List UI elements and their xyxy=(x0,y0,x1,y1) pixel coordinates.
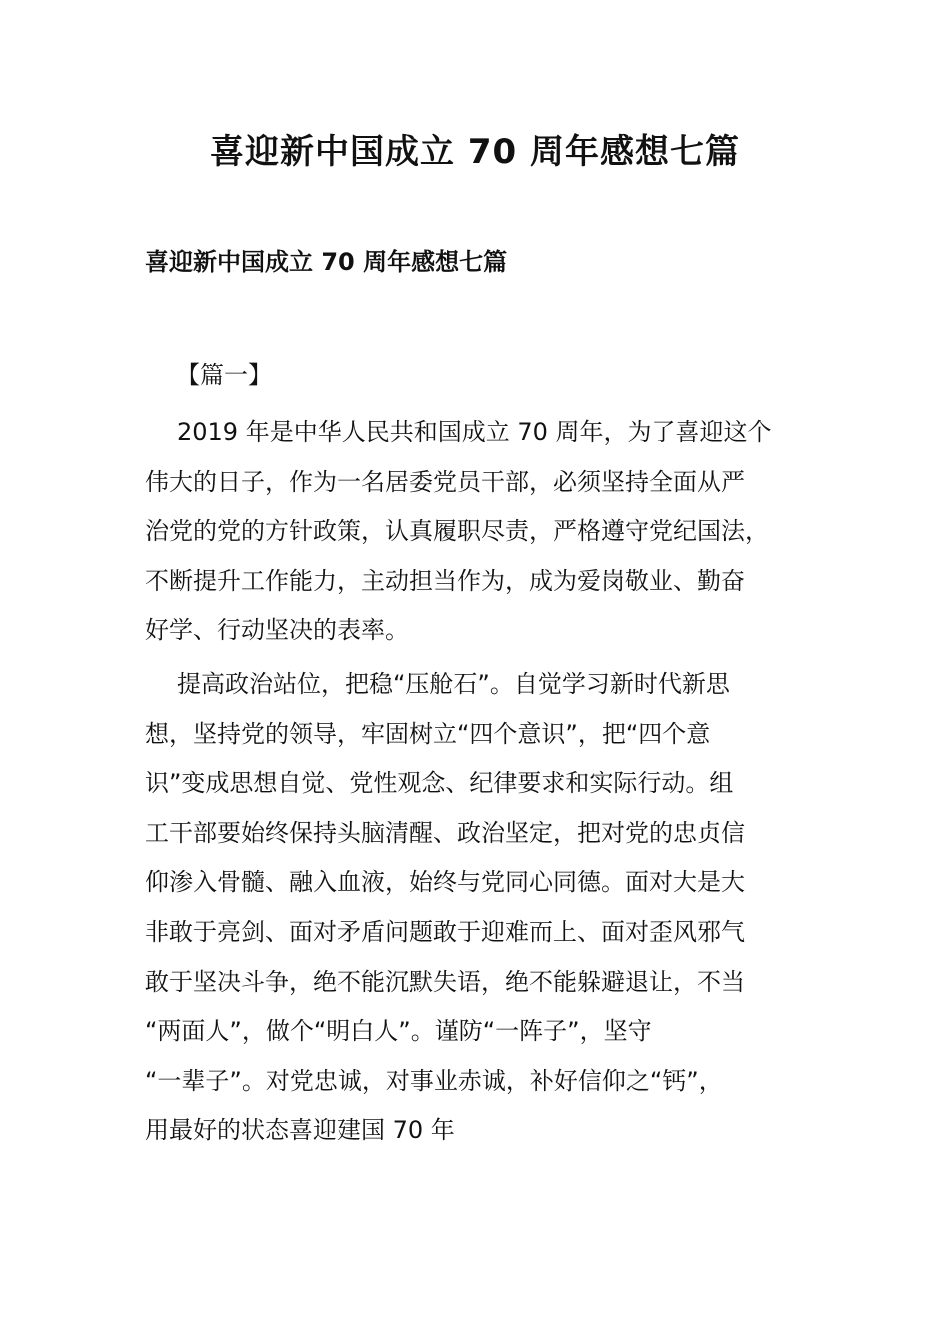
paragraph-line: 非敢于亮剑、面对矛盾问题敢于迎难而上、面对歪风邪气 xyxy=(145,917,745,946)
paragraph-line: 仰渗入骨髓、融入血液，始终与党同心同德。面对大是大 xyxy=(145,868,745,897)
paragraph-line: 伟大的日子，作为一名居委党员干部，必须坚持全面从严 xyxy=(145,467,745,496)
paragraph-line: 识”变成思想自觉、党性观念、纪律要求和实际行动。组 xyxy=(145,769,734,798)
paragraph-1 xyxy=(145,408,805,656)
paragraph-line: 不断提升工作能力，主动担当作为，成为爱岗敬业、勤奋 xyxy=(145,566,745,595)
paragraph-line: 想，坚持党的领导，牢固树立“四个意识”，把“四个意 xyxy=(145,719,711,748)
paragraph-2 xyxy=(145,660,805,1156)
paragraph-line: 敢于坚决斗争，绝不能沉默失语，绝不能躲避退让，不当 xyxy=(145,967,745,996)
document-title: 喜迎新中国成立 70 周年感想七篇 xyxy=(210,132,740,172)
paragraph-line: 治党的党的方针政策，认真履职尽责，严格遵守党纪国法， xyxy=(145,517,769,546)
paragraph-line: 用最好的状态喜迎建国 70 年 xyxy=(145,1116,455,1145)
paragraph-line: “两面人”，做个“明白人”。谨防“一阵子”，坚守 xyxy=(145,1017,652,1046)
document-subtitle: 喜迎新中国成立 70 周年感想七篇 xyxy=(145,248,508,276)
section-label: 【篇一】 xyxy=(176,361,272,389)
paragraph-line: 提高政治站位，把稳“压舱石”。自觉学习新时代新思 xyxy=(177,670,730,698)
paragraph-line: 工干部要始终保持头脑清醒、政治坚定，把对党的忠贞信 xyxy=(145,818,745,847)
paragraph-line: “一辈子”。对党忠诚，对事业赤诚，补好信仰之“钙”， xyxy=(145,1066,723,1095)
paragraph-line: 2019 年是中华人民共和国成立 70 周年，为了喜迎这个 xyxy=(177,418,772,446)
paragraph-line: 好学、行动坚决的表率。 xyxy=(145,616,409,645)
